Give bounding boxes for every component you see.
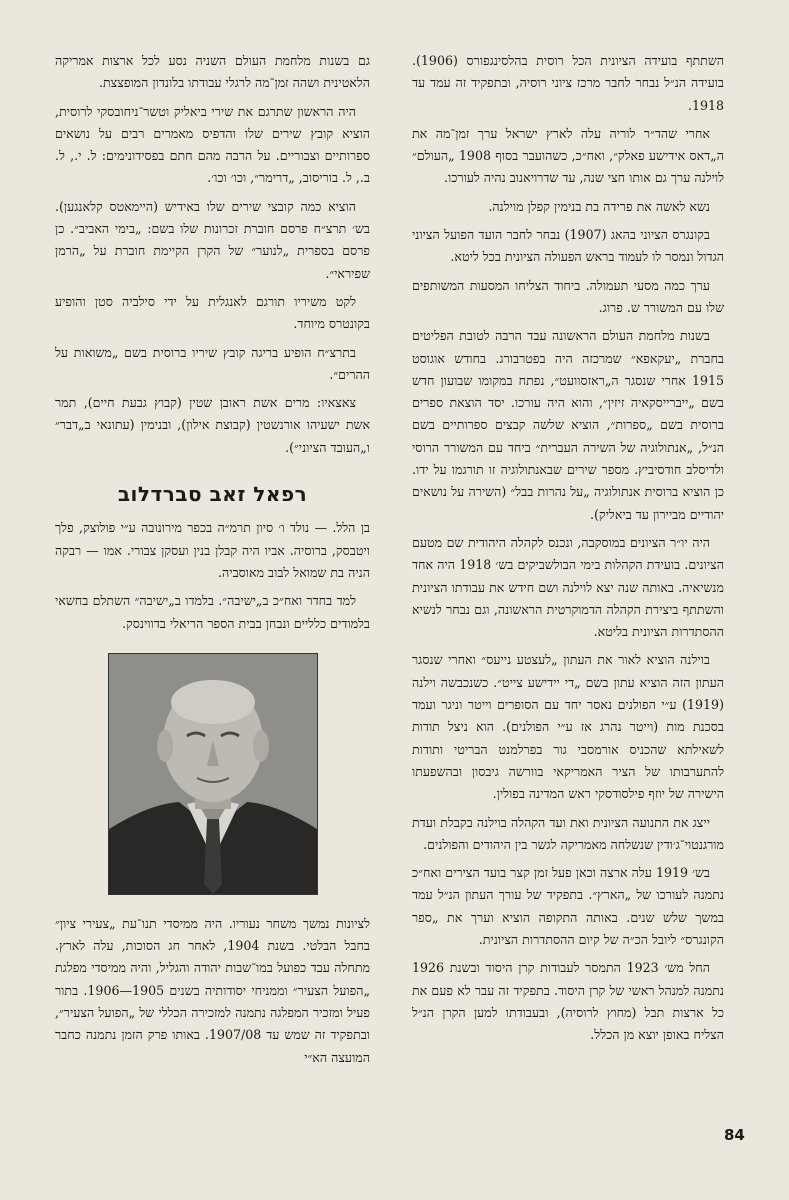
paragraph: למד בחדר ואח״כ ב„ישיבה״. בלמדו ב„ישיבה״ השתלם בחשאי בלמודים כלליים ונבחן בבית הספר הריאלי בדווינסק. bbox=[55, 593, 370, 631]
paragraph: צאצאיו: מרים אשת ראובן שטין (קבוץ גבעת חיים), תמר אשת ישעיהו אורנשטין (קבוצת אילון), ובנימין (עתונאי ב„דבר״ ו„העובד הציוני״). bbox=[55, 395, 370, 455]
portrait-photo bbox=[108, 653, 318, 895]
page-number: 84 bbox=[724, 1126, 745, 1144]
paragraph: ערך כמה מסעי תעמולה. ביחוד הצליחו המסעות המשותפים שלו עם המשורר ש. פרוג. bbox=[412, 277, 724, 315]
paragraph: לציונות נמשך משחר נעוריו. היה ממיסדי תנו־עת „צעירי ציון״ בחבל הבלטי. בשנת 1904, לאחר חג הסוכות, עלה לארץ. מתחלה עבד כפועל במו־שבות יהודה והגליל, והיה ממיסדי מפלגת „הפועל הצעיר״ וממניחי יסודותיה בשנים 1905—1906. בתור פעיל ומזכיר המפלגה נתמנה למזכירה הכללי של „הפועל הצעיר״, ובתפקיד זה שמש עד 1907/08. באותו פרק הזמן נתמנה כחבר המועצה הא״י bbox=[55, 915, 371, 1065]
biography-title: רפאל זאב סברדלוב bbox=[117, 482, 308, 507]
paragraph: הוציא כמה קובצי שירים שלו באידיש (היימאטס קלאנגען). בש׳ תרצ״ח פרסם חוברת זכרונות שלו בשם: „בימי האביב״. כן פרסם בספרית „לנוער״ של הקרן הקיימת חוברת על „הרמן שפיראי״. bbox=[55, 198, 370, 281]
paragraph: אחרי שהד״ר לוריה עלה לארץ ישראל ערך זמן־מה את ה„דאס אידישע פאלק״, ואח״כ, כשהועבר בסוף 1908 „העולם״ לוילנה ערך גם אותו חצי שנה, עד שדרויאנוב נהיה לעורכו. bbox=[412, 125, 725, 186]
paragraph: לקט משיריו תורגם לאנגלית על ידי סילביה סטן והופיע בקונטרס מיוחד. bbox=[55, 293, 370, 332]
paragraph: בקונגרס הציוני בהאג (1907) נבחר לחבר הועד הפועל הציוני הגדול ונמסר לו לעמוד בראש הפעולה הציונית בכל ליטא. bbox=[412, 227, 724, 265]
paragraph: גם בשנות מלחמת העולם השניה נסע לכל ארצות אמריקה הלאטינית ושהה זמן־מה לרגלי עבודתו בלונדון המופצצת. bbox=[55, 53, 370, 91]
paragraph: בתרצ״ח הופיע בריגה קובץ שיריו ברוסית בשם „משואות על ההרים״. bbox=[55, 344, 370, 382]
paragraph: היה הראשון שתרגם את שירי ביאליק וטשר־ניחובסקי לרוסית, הוציא קובץ שירים שלו והדפיס מאמרים רבים על נושאים ספרותיים וצבוריים. על הרבה מהם חתם בפסידונימים: ל. י., ל. ב., ל. בוריסוב, „דרימר״, וכו׳ וכו׳. bbox=[55, 103, 370, 186]
paragraph: בש׳ 1919 עלה ארצה וכאן פעל זמן קצר בועד הצירים ואח״כ נתמנה לעורכו של „הארץ״. בתפקיד של עורך העתון הנ״ל עמד במשך שלש שנים. באותה התקופה הוציא וערך את „ספר הקונגרס״ ליובל הכ״ה של קיום ההסתדרות הציונית. bbox=[412, 865, 724, 947]
left-column bbox=[55, 50, 370, 1075]
paragraph: בן הלל. — נולד ו׳ סיון תרמ״ה בכפר מירונובה ע״י פולוצק, פלך ויטבסק, ברוסיה. אביו היה קבלן בנין ועסקן צבורי. אמו — רבקה הניה בת שמואל לבוב מאוסביה. bbox=[55, 520, 370, 580]
paragraph: ייצג את התנועה הציונית ואת ועד הקהלה בוילנה בקבלת ועדת מורגנטוי־ג׳ודין שנשלחה מאמריקה לגשר בין היהודים והפולנים. bbox=[412, 814, 724, 852]
right-column bbox=[412, 50, 724, 1052]
paragraph: בשנות מלחמת העולם הראשונה עבד הרבה לטובת הפליטים בחברת „יעקאפא״ שמרכזה היה בפטרבורג. בחודש אוגוסט 1915 אחרי שנסגר ה„ראזסוועט״, נפתח במקומו שבועון חדש בשם „ייברייסקאיה זיזין״, והוא היה עורכו. יסד הוצאת ספרים ברוסית בשם „ספרות״, הוציא שלשה קבצים ספרותיים בשם הנ״ל, „אנתולוגיה של השירה העברית״ ביחד עם המשורר הרוסי ולדיסלב חודסיביץ. מספר שירים שבאנתולוגיה זו תורגמו על ידו. כן הוציא ברוסית אנתולוגיה „על נהרות בבל״ (השירה על נושאים יהודיים מביירון עד ביאליק). bbox=[412, 328, 724, 522]
paragraph: החל מש׳ 1923 התמסר לעבודות קרן היסוד ובשנת 1926 נתמנה למנהל ראשי של קרן היסוד. בתפקיד זה עבר לא פעם את כל ארצות תבל (מחוץ לרוסיה), ובעבודתו למען הקרן הנ״ל הצליח באופן יוצא מן הכלל. bbox=[412, 960, 724, 1043]
paragraph: בוילנה הוציא לאור את העתון „לעצטע נייעס״ ואחרי שנסגר העתון הזה הוציא עתון בשם „די יידישע צייט״. כשנכבשה וילנה (1919) ע״י הפולנים נאסר יחד עם הסופרים וייטר וניגר ועמד בסכנת מות (וייטר נהרג אז ע״י הפולנים). הוא ניצל תודות לשאילתא שהכניס אורמסבי גור בפרלמנט הבריטי ותודות להתערבותו של הציר האמריקאי בוורשה גיבסון ובהשפעתו הישירה של יוזף פילסודסקי ראש המדינה בפולין. bbox=[412, 652, 724, 802]
paragraph: נשא לאשה את פרידה בת בנימין קפלן מוילנה. bbox=[488, 198, 710, 214]
portrait-photo-icon bbox=[109, 654, 317, 894]
paragraph: השתתף בועידה הציונית הכל רוסית בהלסינגפורס (1906). בועידה הנ״ל נבחר לחבר מרכז ציוני רוסיה, ובתפקיד זה עמד עד 1918. bbox=[412, 53, 724, 113]
paragraph: היה יו״ר הציונים במוסקבה, ונכנס לקהלה היהודית שם מטעם הציונים. בועידת הקהלות בימי הבולשביקים בש׳ 1918 היה אחד מנשיאיה. באותה שנה יצא לוילנה ושם חידש את עבודתו הציונית והשתתף ביצירת הקהלה הדמוקרטית הראשונה, וגם נבחר לנשיא ההסתדרות הציונית בליטא. bbox=[412, 534, 724, 640]
